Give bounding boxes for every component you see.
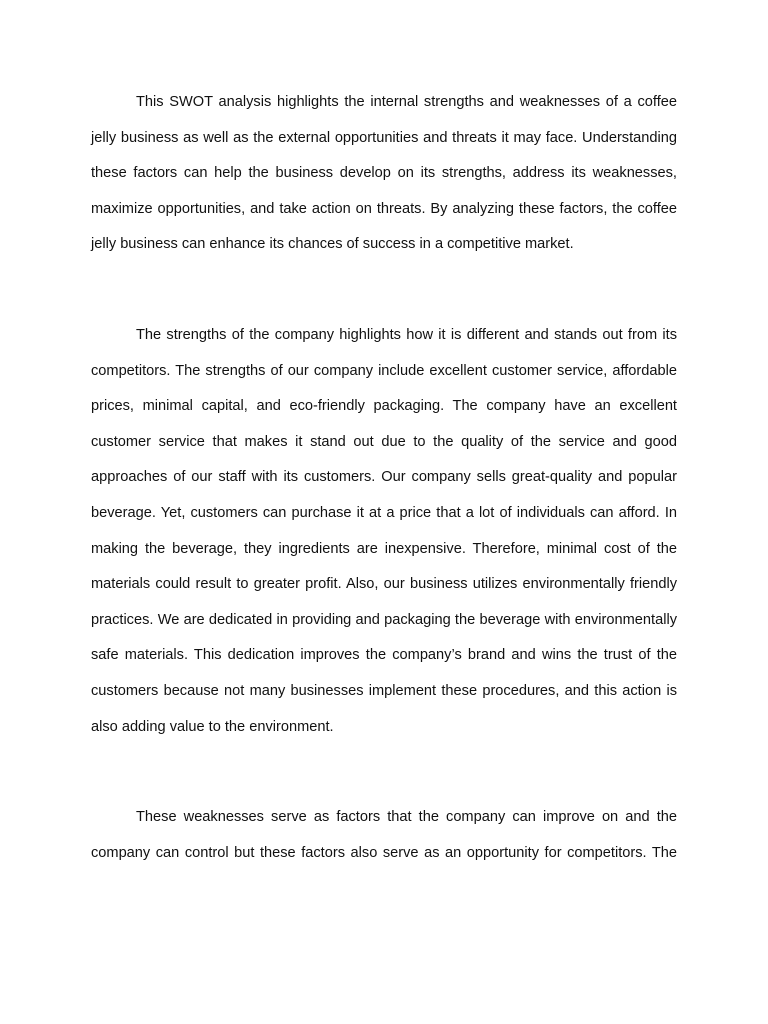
paragraph-swot-intro: This SWOT analysis highlights the internal strengths and weaknesses of a coffee jelly business as well as the external opportunities and threats it may face. Understanding these factors can help the business develop on its strengths, address its weaknesses, maximize opportunities, and take action on threats. By analyzing these factors, the coffee jelly business can enhance its chances of success in a competitive market. [91, 94, 677, 253]
paragraph-weaknesses: These weaknesses serve as factors that the company can improve on and the company can control but these factors also serve as an opportunity for competitors. The [91, 809, 677, 861]
paragraph-strengths: The strengths of the company highlights how it is different and stands out from its competitors. The strengths of our company include excellent customer service, affordable prices, minimal capital, and eco-friendly packaging. The company have an excellent customer service that makes it stand out due to the quality of the service and good approaches of our staff with its customers. Our company sells great-quality and popular beverage. Yet, customers can purchase it at a price that a lot of individuals can afford. In making the beverage, they ingredients are inexpensive. Therefore, minimal cost of the materials could result to greater profit. Also, our business utilizes environmentally friendly practices. We are dedicated in providing and packaging the beverage with environmentally safe materials. This dedication improves the company’s brand and wins the trust of the customers because not many businesses implement these procedures, and this action is also adding value to the environment. [91, 326, 677, 735]
document-body [91, 85, 677, 871]
